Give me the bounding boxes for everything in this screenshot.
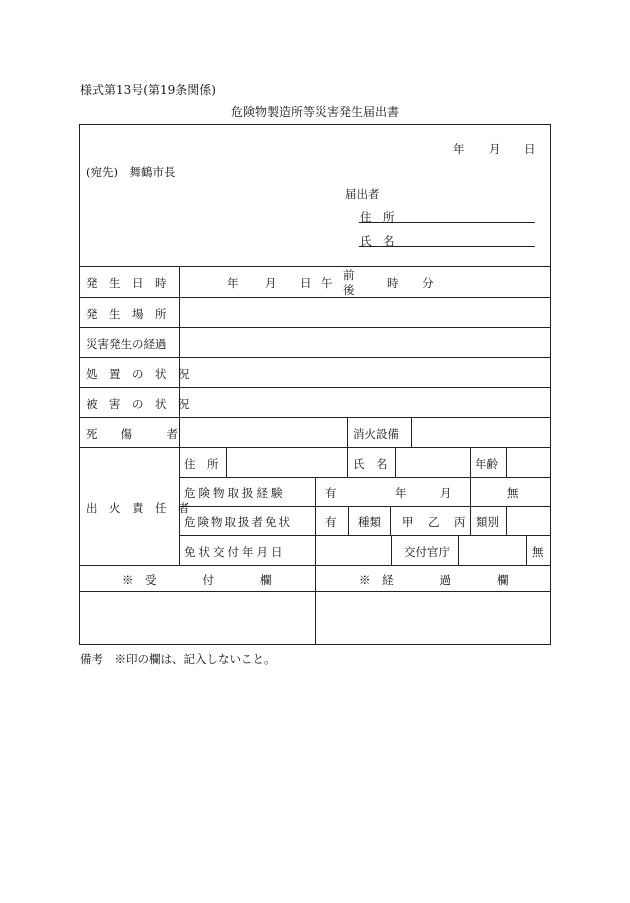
reception-column-header: ※ 受 付 欄 (122, 573, 272, 587)
divider (506, 506, 507, 535)
experience-label: 危険物取扱経験 (184, 486, 286, 500)
divider (347, 417, 348, 447)
divider (470, 447, 471, 477)
dt-day: 日 (300, 276, 312, 290)
divider (80, 417, 550, 418)
issue-date-label: 免状交付年月日 (184, 545, 286, 559)
divider (80, 447, 550, 448)
divider (526, 535, 527, 565)
form-number: 様式第13号(第19条関係) (80, 83, 216, 97)
experience-year: 年 (395, 486, 407, 500)
dt-gozen-go: 午 (321, 276, 333, 290)
divider (179, 506, 550, 507)
experience-yes: 有 (325, 486, 337, 500)
divider (395, 447, 396, 477)
name-underline (359, 246, 535, 247)
divider (470, 506, 471, 535)
divider (315, 565, 316, 644)
progress-column-header: ※ 経 過 欄 (359, 573, 509, 587)
dt-ato: 後 (343, 283, 355, 297)
dt-hour: 時 (387, 276, 399, 290)
address-label: 住 所 (360, 210, 395, 224)
issue-none: 無 (532, 545, 544, 559)
divider (315, 535, 316, 565)
document-title: 危険物製造所等災害発生届出書 (230, 105, 399, 119)
experience-month: 月 (440, 486, 452, 500)
name-label: 氏 名 (360, 234, 395, 248)
divider (226, 447, 227, 477)
license-otsu: 乙 (428, 515, 440, 529)
fire-equipment-label: 消火設備 (353, 427, 399, 441)
dt-year: 年 (227, 276, 239, 290)
divider (347, 447, 348, 477)
measures-label: 処 置 の 状 況 (86, 367, 190, 381)
license-hei: 丙 (454, 515, 466, 529)
header-month: 月 (489, 142, 501, 156)
divider (179, 535, 550, 536)
divider (179, 477, 550, 478)
resp-name-label: 氏 名 (353, 457, 388, 471)
casualties-label: 死 傷 者 (86, 427, 178, 441)
remark-note: 備考 ※印の欄は、記入しないこと。 (80, 652, 276, 666)
resp-address-label: 住 所 (184, 457, 219, 471)
header-year: 年 (453, 142, 465, 156)
experience-none: 無 (507, 486, 519, 500)
divider (80, 297, 550, 298)
divider (348, 506, 349, 535)
resp-age-label: 年齢 (475, 457, 498, 471)
dt-month: 月 (265, 276, 277, 290)
damage-label: 被 害 の 状 況 (86, 397, 190, 411)
address-underline (359, 222, 535, 223)
occurrence-datetime-label: 発 生 日 時 (86, 276, 167, 290)
divider (506, 447, 507, 477)
divider (390, 506, 391, 535)
dt-minute: 分 (422, 276, 434, 290)
occurrence-place-label: 発 生 場 所 (86, 307, 167, 321)
license-yes: 有 (325, 515, 337, 529)
license-kind: 種類 (358, 515, 381, 529)
notifier-label: 届出者 (345, 187, 380, 201)
license-class: 類別 (476, 515, 499, 529)
divider (411, 417, 412, 447)
divider (80, 387, 550, 388)
license-ko: 甲 (402, 515, 414, 529)
dt-mae: 前 (343, 268, 355, 282)
divider (315, 477, 316, 535)
issuer-label: 交付官庁 (404, 545, 450, 559)
divider (391, 535, 392, 565)
responsible-label: 出 火 責 任 者 (86, 501, 190, 515)
divider (458, 535, 459, 565)
divider (80, 357, 550, 358)
divider (80, 266, 550, 267)
form-table (79, 124, 551, 645)
header-day: 日 (524, 142, 536, 156)
license-label: 危険物取扱者免状 (184, 515, 292, 529)
divider (179, 266, 180, 565)
addressee: (宛先) 舞鶴市長 (86, 165, 176, 179)
disaster-progress-label: 災害発生の経過 (86, 337, 167, 351)
divider (470, 477, 471, 506)
divider (80, 327, 550, 328)
